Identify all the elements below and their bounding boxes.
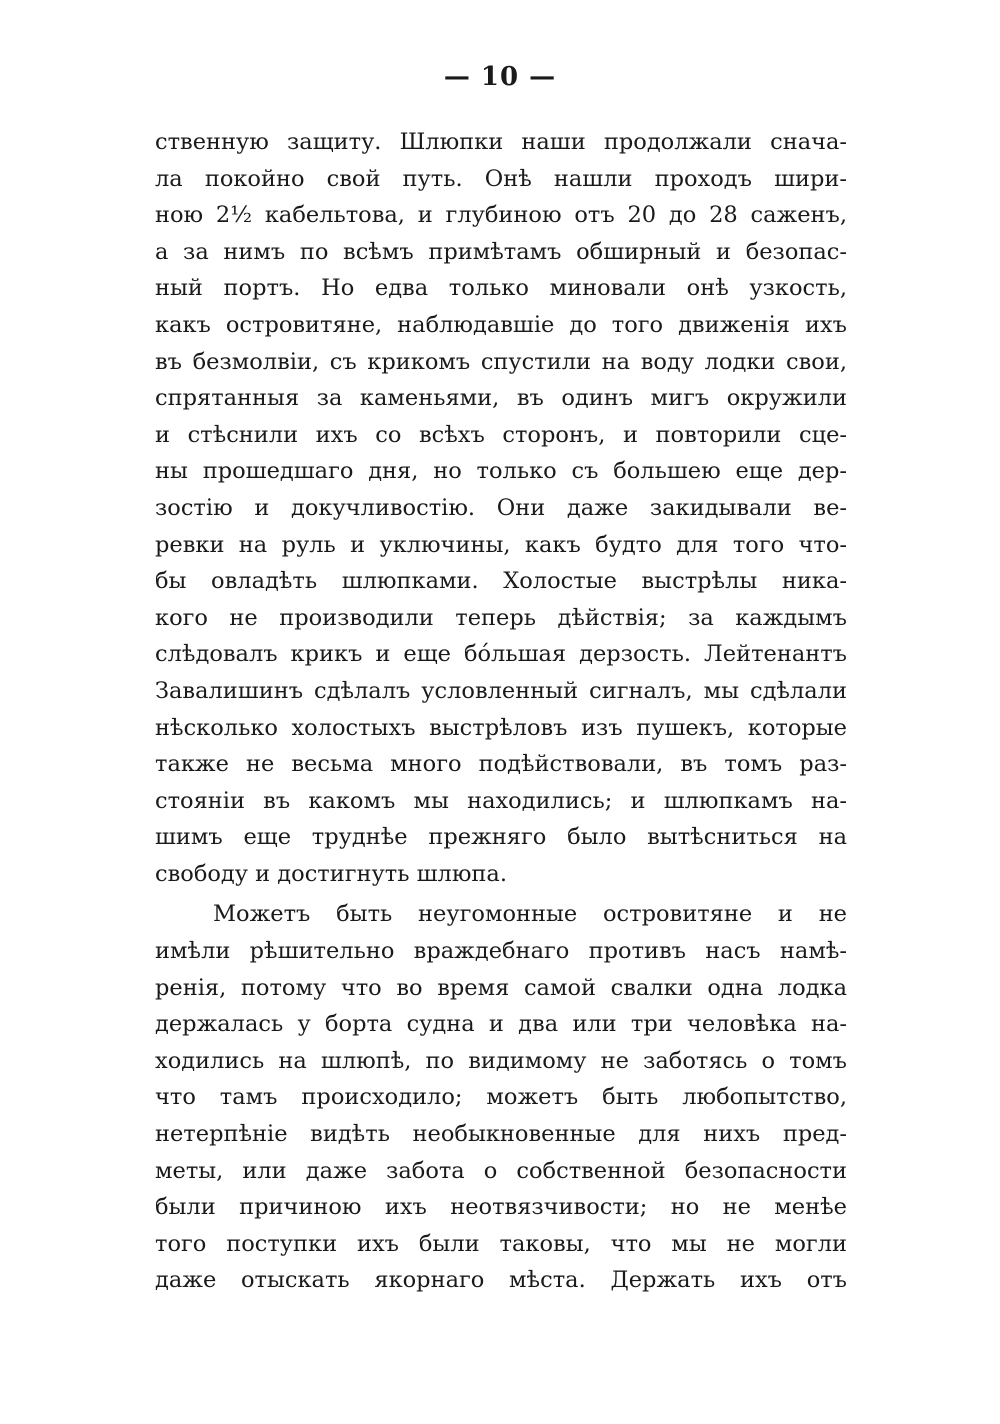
- text-line: слѣдовалъ крикъ и еще бо́льшая дерзость. Лейтенантъ: [155, 641, 847, 668]
- text-line: ла покойно свой путь. Онѣ нашли проходъ шири-: [155, 165, 847, 192]
- text-line: ною 2½ кабельтова, и глубиною отъ 20 до 28 саженъ,: [155, 202, 847, 229]
- text-line: бы овладѣть шлюпками. Холостые выстрѣлы ника-: [155, 568, 847, 595]
- paragraph-2: [155, 896, 847, 1299]
- text-line: были причиною ихъ неотвязчивости; но не менѣе: [155, 1194, 847, 1221]
- text-line: даже отыскать якорнаго мѣста. Держать ихъ отъ: [155, 1267, 847, 1294]
- body-text: [155, 124, 847, 1299]
- text-line: кого не производили теперь дѣйствія; за каждымъ: [155, 604, 847, 631]
- text-line: имѣли рѣшительно враждебнаго противъ насъ намѣ-: [155, 938, 847, 965]
- text-line: Завалишинъ сдѣлалъ условленный сигналъ, мы сдѣлали: [155, 677, 847, 704]
- text-line: Можетъ быть неугомонные островитяне и не: [213, 901, 847, 928]
- text-line: ренія, потому что во время самой свалки одна лодка: [155, 974, 847, 1001]
- text-line: ственную защиту. Шлюпки наши продолжали снача-: [155, 129, 847, 155]
- text-line: въ безмолвіи, съ крикомъ спустили на воду лодки свои,: [155, 348, 847, 375]
- text-line: ходились на шлюпѣ, по видимому не заботясь о томъ: [155, 1047, 847, 1074]
- text-line: а за нимъ по всѣмъ примѣтамъ обширный и безопас-: [155, 238, 847, 265]
- page-number: — 10 —: [443, 62, 557, 92]
- text-line: ревки на руль и уключины, какъ будто для того что-: [155, 531, 847, 558]
- text-line: стояніи въ какомъ мы находились; и шлюпкамъ на-: [155, 787, 847, 814]
- text-line: что тамъ происходило; можетъ быть любопытство,: [155, 1084, 847, 1111]
- text-line: зостію и докучливостію. Они даже закидывали ве-: [155, 494, 847, 521]
- paragraph-1: [155, 124, 847, 892]
- text-line: свободу и достигнуть шлюпа.: [155, 860, 507, 887]
- text-line: меты, или даже забота о собственной безопасности: [155, 1157, 847, 1184]
- text-line: также не весьма много подѣйствовали, въ томъ раз-: [155, 751, 847, 778]
- text-line: и стѣснили ихъ со всѣхъ сторонъ, и повторили сце-: [155, 421, 847, 448]
- text-line: того поступки ихъ были таковы, что мы не могли: [155, 1230, 847, 1257]
- text-line: нетерпѣніе видѣть необыкновенные для нихъ пред-: [155, 1121, 847, 1148]
- text-line: какъ островитяне, наблюдавшіе до того движенія ихъ: [155, 311, 847, 338]
- text-line: ный портъ. Но едва только миновали онѣ узкость,: [155, 275, 847, 302]
- text-line: ны прошедшаго дня, но только съ большею еще дер-: [155, 458, 847, 485]
- text-line: спрятанныя за каменьями, въ одинъ мигъ окружили: [155, 385, 847, 412]
- text-line: шимъ еще труднѣе прежняго было вытѣсниться на: [155, 824, 847, 851]
- text-line: нѣсколько холостыхъ выстрѣловъ изъ пушекъ, которые: [155, 714, 847, 741]
- text-line: держалась у борта судна и два или три человѣка на-: [155, 1011, 847, 1038]
